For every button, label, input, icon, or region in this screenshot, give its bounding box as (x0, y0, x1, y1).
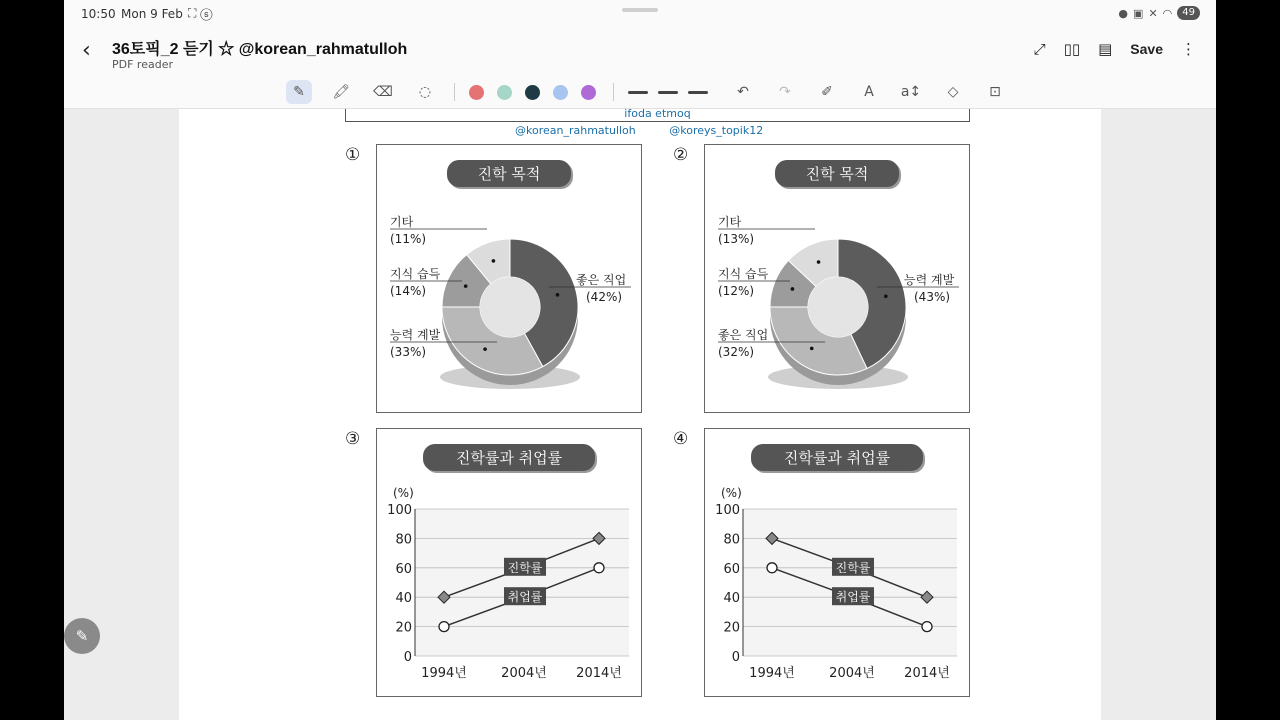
status-bar (64, 0, 1216, 28)
slice-label: 지식 습득 (14%) (390, 267, 441, 298)
status-icons (1118, 6, 1200, 20)
expand-icon[interactable]: ⤢ (1033, 40, 1046, 58)
wifi-icon: ◠ (1162, 6, 1173, 20)
pen-icon[interactable]: ✎ (286, 80, 312, 104)
floating-pen-button[interactable]: ✎ (64, 618, 100, 654)
save-button[interactable]: Save (1130, 41, 1163, 57)
line-chart (705, 429, 969, 696)
x-tick-label: 2004년 (501, 666, 547, 681)
chart-title: 진학 목적 (447, 160, 571, 187)
line-chart-panel (704, 428, 970, 697)
battery-badge: 49 (1177, 6, 1200, 20)
app-header (64, 28, 1216, 76)
pdf-page[interactable] (179, 109, 1101, 720)
status-date: Mon 9 Feb (121, 7, 183, 21)
slice-marker (884, 295, 888, 299)
data-point-circle (594, 563, 604, 573)
y-tick-label: 20 (395, 620, 412, 636)
y-tick-label: 100 (715, 503, 740, 518)
plot-area (743, 509, 957, 656)
annotation-toolbar (64, 76, 1216, 109)
y-tick-label: 20 (723, 620, 740, 636)
y-tick-label: 80 (395, 532, 412, 548)
series-label: 취업률 (835, 590, 871, 605)
color-swatch-purple[interactable] (581, 85, 596, 100)
toolbar-divider (613, 83, 614, 101)
y-tick-label: 0 (403, 650, 412, 665)
donut-hole (808, 277, 868, 337)
slice-label: 지식 습득 (12%) (718, 267, 769, 298)
slice-marker (464, 284, 468, 288)
y-axis-unit: (%) (393, 486, 414, 500)
slice-label: 능력 계발 (33%) (390, 328, 441, 359)
slice-label: 능력 계발 (43%) (904, 273, 955, 304)
mute-icon: ✕ (1148, 6, 1158, 20)
slice-marker (817, 260, 821, 264)
edit-doc-icon[interactable]: ▤ (1098, 40, 1113, 58)
data-point-circle (439, 622, 449, 632)
option-number: ② (673, 145, 689, 165)
slice-marker (492, 259, 496, 263)
slice-marker (791, 287, 795, 291)
multiwindow-handle[interactable] (622, 8, 658, 12)
slice-label: 좋은 직업 (42%) (576, 273, 627, 304)
y-tick-label: 80 (723, 532, 740, 548)
stroke-width-medium[interactable] (658, 91, 678, 94)
slice-marker (483, 347, 487, 351)
book-view-icon[interactable]: ▯▯ (1063, 40, 1081, 58)
slice-marker (810, 347, 814, 351)
slice-label: 기타 (13%) (718, 215, 755, 246)
y-tick-label: 0 (731, 650, 740, 665)
x-tick-label: 1994년 (749, 666, 795, 681)
x-tick-label: 2014년 (576, 666, 622, 681)
line-chart (377, 429, 641, 696)
option-number: ④ (673, 429, 689, 449)
watermark-handles (515, 124, 793, 137)
question-box: ifoda etmoq (345, 109, 970, 122)
color-swatch-red[interactable] (469, 85, 484, 100)
color-swatch-dark[interactable] (525, 85, 540, 100)
series-label: 취업률 (507, 590, 543, 605)
data-point-circle (922, 622, 932, 632)
x-tick-label: 1994년 (421, 666, 467, 681)
y-axis-unit: (%) (721, 486, 742, 500)
series-label: 진학률 (507, 560, 543, 575)
option-number: ③ (345, 429, 361, 449)
stroke-width-thick[interactable] (688, 91, 708, 94)
undo-icon[interactable]: ↶ (737, 84, 749, 100)
lasso-icon[interactable]: ◌ (418, 84, 432, 100)
y-tick-label: 60 (395, 561, 412, 577)
status-time: 10:50 (81, 7, 116, 21)
y-tick-label: 40 (723, 591, 740, 607)
y-tick-label: 100 (387, 503, 412, 518)
chart-title: 진학률과 취업률 (751, 444, 923, 471)
redo-icon[interactable]: ↷ (779, 84, 791, 100)
color-swatch-blue[interactable] (553, 85, 568, 100)
donut-chart-panel (376, 144, 642, 413)
y-tick-label: 40 (395, 591, 412, 607)
donut-hole (480, 277, 540, 337)
handle-text: @koreys_topik12 (669, 124, 764, 137)
document-subtitle: PDF reader (112, 58, 173, 71)
handle-text: @korean_rahmatulloh (515, 124, 636, 137)
stroke-width-thin[interactable] (628, 91, 648, 94)
data-point-circle (767, 563, 777, 573)
line-chart-panel (376, 428, 642, 697)
screenshot-icon: ⛶ ⓢ (188, 6, 213, 20)
series-label: 진학률 (835, 560, 871, 575)
document-title: 36토픽_2 듣기 ☆ @korean_rahmatulloh (112, 41, 408, 58)
eraser-icon[interactable]: ⌫ (373, 84, 393, 100)
color-swatch-mint[interactable] (497, 85, 512, 100)
y-tick-label: 60 (723, 561, 740, 577)
back-arrow-icon[interactable]: ‹ (82, 38, 91, 63)
chart-title: 진학 목적 (775, 160, 899, 187)
lock-icon[interactable]: ⊡ (989, 84, 1001, 100)
slice-marker (556, 293, 560, 297)
slice-label: 좋은 직업 (32%) (718, 328, 769, 359)
highlighter-icon[interactable]: 🖍 (332, 84, 350, 100)
pencil-tool-icon[interactable]: ✐ (821, 84, 833, 100)
donut-chart-panel (704, 144, 970, 413)
more-options-icon[interactable]: ⋮ (1181, 40, 1196, 58)
plot-area (415, 509, 629, 656)
text-box-icon[interactable]: a↕ (900, 84, 922, 100)
shapes-icon[interactable]: ◇ (947, 84, 959, 100)
toolbar-divider (454, 83, 455, 101)
x-tick-label: 2014년 (904, 666, 950, 681)
app-window (64, 0, 1216, 720)
chart-title: 진학률과 취업률 (423, 444, 595, 471)
slice-label: 기타 (11%) (390, 215, 427, 246)
option-number: ① (345, 145, 361, 165)
record-icon: ● (1118, 6, 1129, 20)
text-style-icon[interactable]: A (864, 84, 874, 100)
x-tick-label: 2004년 (829, 666, 875, 681)
cast-icon: ▣ (1133, 6, 1144, 20)
